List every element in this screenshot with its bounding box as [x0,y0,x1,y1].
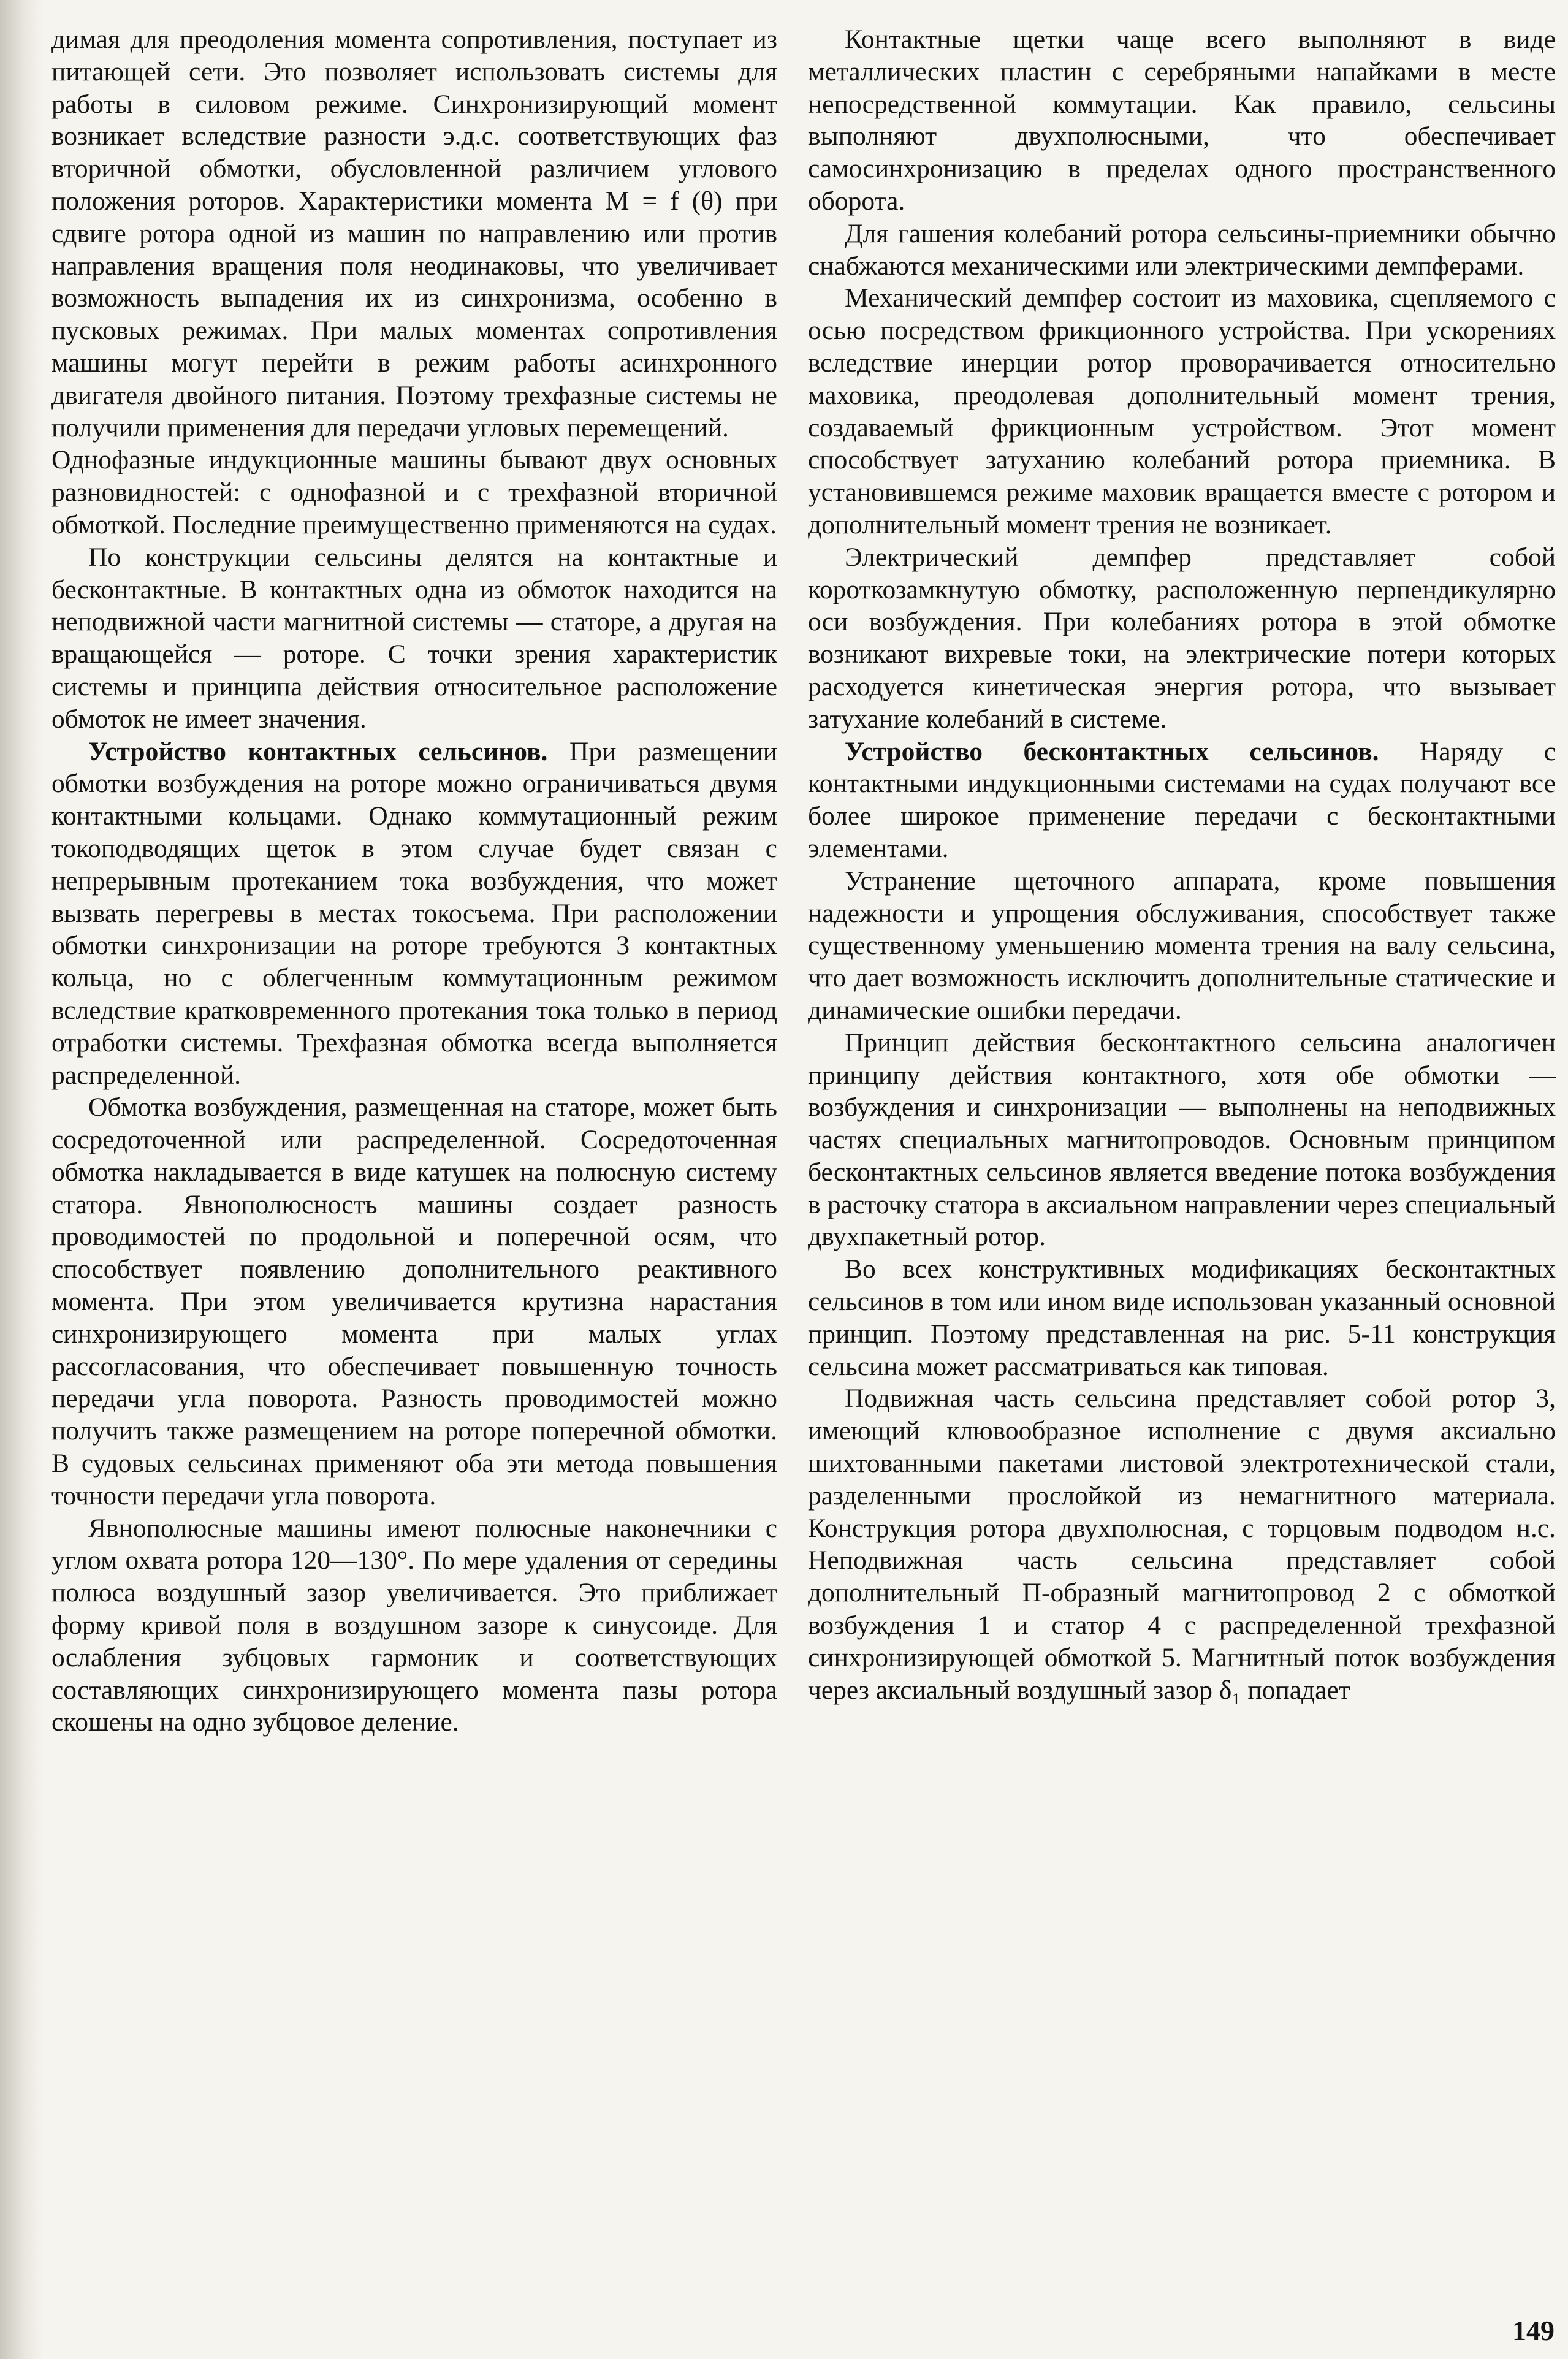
paragraph: Для гашения колебаний ротора сельсины-приемники обычно снабжаются механическими или электрическими демпферами. [808,218,1556,281]
paragraph: Принцип действия бесконтактного сельсина аналогичен принципу действия контактного, хотя обе обмотки — возбуждения и синхронизации — выполнены на неподвижных частях специальных магнитопроводов. Основным принципом бесконтактных сельсинов является введение потока возбуждения в расточку статора в аксиальном направлении через специальный двухпакетный ротор. [808,1027,1556,1252]
paragraph: Во всех конструктивных модификациях бесконтактных сельсинов в том или ином виде использован указанный основной принцип. Поэтому представленная на рис. 5-11 конструкция сельсина может рассматриваться как типовая. [808,1254,1556,1381]
paragraph: Явнополюсные машины имеют полюсные наконечники с углом охвата ротора 120—130°. По мере удаления от середины полюса воздушный зазор увеличивается. Это приближает форму кривой поля в воздушном зазоре к синусоиде. Для ослабления зубцовых гармоник и соответствующих составляющих синхронизирующего момента пазы ротора скошены на одно зубцовое деление. [51,1513,777,1737]
paragraph: Однофазные индукционные машины бывают двух основных разновидностей: с однофазной и с трехфазной вторичной обмоткой. Последние преимущественно применяются на судах. [51,445,777,539]
left-text-column [51,23,777,1739]
run-in-heading: Устройство контактных сельсинов. [88,736,548,766]
right-text-column [808,23,1556,1706]
paragraph: Электрический демпфер представляет собой короткозамкнутую обмотку, расположенную перпендикулярно оси возбуждения. При колебаниях ротора в этой обмотке возникают вихревые токи, на электрические потери которых расходуется кинетическая энергия ротора, что вызывает затухание колебаний в системе. [808,542,1556,734]
paragraph: Механический демпфер состоит из маховика, сцепляемого с осью посредством фрикционного устройства. При ускорениях вследствие инерции ротор проворачивается относительно маховика, преодолевая дополнительный момент трения, создаваемый фрикционным устройством. Этот момент способствует затуханию колебаний ротора приемника. В установившемся режиме маховик вращается вместе с ротором и дополнительный момент трения не возникает. [808,283,1556,539]
paragraph: димая для преодоления момента сопротивления, поступает из питающей сети. Это позволяет использовать системы для работы в силовом режиме. Синхронизирующий момент возникает вследствие разности э.д.с. соответствующих фаз вторичной обмотки, обусловленной различием углового положения роторов. Характеристики момента M = f (θ) при сдвиге ротора одной из машин по направлению или против направления вращения поля неодинаковы, что увеличивает возможность выпадения их из синхронизма, особенно в пусковых режимах. При малых моментах сопротивления машины могут перейти в режим работы асинхронного двигателя двойного питания. Поэтому трехфазные системы не получили применения для передачи угловых перемещений. [51,25,777,443]
paragraph: Устройство бесконтактных сельсинов. Наряду с контактными индукционными системами на судах получают все более широкое применение передачи с бесконтактными элементами. [808,736,1556,863]
page-binding-shadow [0,0,43,2359]
paragraph: Обмотка возбуждения, размещенная на статоре, может быть сосредоточенной или распределенной. Сосредоточенная обмотка накладывается в виде катушек на полюсную систему статора. Явнополюсность машины создает разность проводимостей по продольной и поперечной осям, что способствует появлению дополнительного реактивного момента. При этом увеличивается крутизна нарастания синхронизирующего момента при малых углах рассогласования, что обеспечивает повышенную точность передачи угла поворота. Разность проводимостей можно получить также размещением на роторе поперечной обмотки. В судовых сельсинах применяют оба эти метода повышения точности передачи угла поворота. [51,1092,777,1511]
paragraph: Устранение щеточного аппарата, кроме повышения надежности и упрощения обслуживания, способствует также существенному уменьшению момента трения на валу сельсина, что дает возможность исключить дополнительные статические и динамические ошибки передачи. [808,866,1556,1025]
paragraph: Подвижная часть сельсина представляет собой ротор 3, имеющий клювообразное исполнение с двумя аксиально шихтованными пакетами листовой электротехнической стали, разделенными прослойкой из немагнитного материала. Конструкция ротора двухполюсная, с торцовым подводом н.с. Неподвижная часть сельсина представляет собой дополнительный П-образный магнитопровод 2 с обмоткой возбуждения 1 и статор 4 с распределенной трехфазной синхронизирующей обмоткой 5. Магнитный поток возбуждения через аксиальный воздушный зазор δ₁ попадает [808,1384,1556,1705]
paragraph: Контактные щетки чаще всего выполняют в виде металлических пластин с серебряными напайками в месте непосредственной коммутации. Как правило, сельсины выполняют двухполюсными, что обеспечивает самосинхронизацию в пределах одного пространственного оборота. [808,25,1556,216]
paragraph: Устройство контактных сельсинов. При размещении обмотки возбуждения на роторе можно ограничиваться двумя контактными кольцами. Однако коммутационный режим токоподводящих щеток в этом случае будет связан с непрерывным протеканием тока возбуждения, что может вызвать перегревы в местах токосъема. При расположении обмотки синхронизации на роторе требуются 3 контактных кольца, но с облегченным коммутационным режимом вследствие кратковременного протекания тока только в период отработки системы. Трехфазная обмотка всегда выполняется распределенной. [51,736,778,1090]
run-in-heading: Устройство бесконтактных сельсинов. [845,736,1379,766]
page-number: 149 [1512,2315,1555,2346]
paragraph: По конструкции сельсины делятся на контактные и бесконтактные. В контактных одна из обмоток находится на неподвижной части магнитной системы — статоре, а другая на вращающейся — роторе. С точки зрения характеристик системы и принципа действия относительное расположение обмоток не имеет значения. [51,542,777,734]
